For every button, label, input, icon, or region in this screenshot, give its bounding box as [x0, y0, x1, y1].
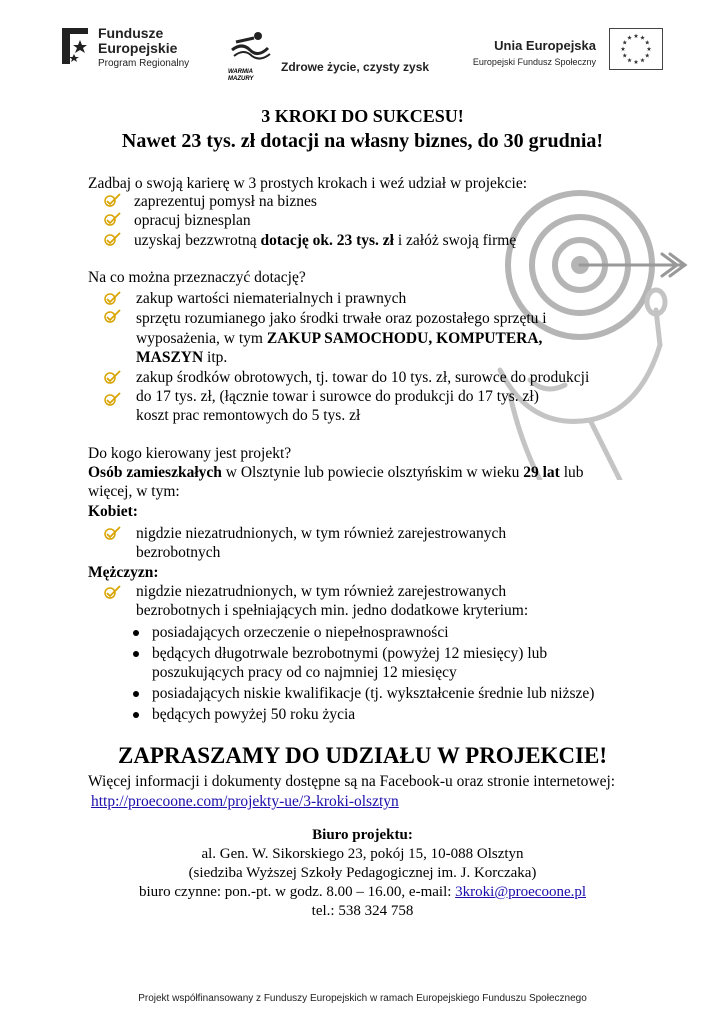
warmia-mazury-logo — [228, 28, 273, 82]
fe-logo-line1: Fundusze — [98, 25, 164, 41]
swimmer-icon — [228, 28, 273, 64]
step-3 — [134, 231, 516, 250]
target-question: Do kogo kierowany jest projekt? — [88, 445, 292, 462]
check-icon — [104, 370, 122, 384]
office-hours-text: biuro czynne: pon.-pt. w godz. 8.00 – 16.00, e-mail: — [138, 884, 456, 900]
office-seat: (siedziba Wyższej Szkoły Pedagogicznej im. J. Korczaka) — [188, 865, 537, 881]
stars-icon — [60, 26, 94, 66]
invite-heading: ZAPRASZAMY DO UDZIAŁU W PROJEKCIE! — [117, 743, 607, 768]
use-item-2-l2-bold: ZAKUP SAMOCHODU, KOMPUTERA, — [266, 330, 543, 347]
step-3-pre: uzyskaj bezzwrotną — [134, 232, 261, 249]
step-3-post: i załóż swoją firmę — [393, 232, 517, 249]
bullet-dot — [133, 630, 139, 636]
target-l1-bold2: 29 lat — [523, 464, 560, 481]
target-l1-post: lub — [559, 464, 584, 481]
check-icon — [104, 526, 122, 540]
check-icon — [104, 232, 122, 246]
fe-logo-line3: Program Regionalny — [98, 58, 190, 69]
step-1: zaprezentuj pomysł na biznes — [134, 193, 317, 210]
step-2: opracuj biznesplan — [134, 212, 251, 229]
target-line-1 — [88, 463, 584, 482]
office-address: al. Gen. W. Sikorskiego 23, pokój 15, 10-088 Olsztyn — [201, 846, 524, 862]
eu-logo-text — [460, 38, 596, 67]
slogan: Zdrowe życie, czysty zysk — [281, 60, 430, 74]
use-item-2-l3 — [136, 348, 227, 367]
use-item-2-l3-post: itp. — [203, 349, 228, 366]
women-label: Kobiet: — [88, 503, 138, 520]
criterion-2-cont: poszukujących pracy od co najmniej 12 miesięcy — [152, 664, 457, 681]
men-l2: bezrobotnych i spełniających min. jedno dodatkowe kryterium: — [136, 602, 529, 619]
eu-title: Unia Europejska — [494, 38, 596, 53]
women-l2: bezrobotnych — [136, 544, 221, 561]
fe-logo-line2: Europejskie — [98, 40, 178, 56]
target-l1-bold: Osób zamieszkałych — [88, 464, 222, 481]
eu-flag-icon — [609, 28, 663, 70]
women-l1: nigdzie niezatrudnionych, w tym również zarejestrowanych — [136, 525, 507, 542]
office-email-link[interactable]: 3kroki@proecoone.pl — [455, 884, 587, 900]
intro-text: Zadbaj o swoją karierę w 3 prostych krokach i weź udział w projekcie: — [88, 175, 528, 192]
check-icon — [104, 309, 122, 323]
bullet-dot — [133, 651, 139, 657]
title-line1: 3 KROKI DO SUKCESU! — [261, 106, 464, 126]
target-l1-mid: w Olsztynie lub powiecie olsztyńskim w wieku — [221, 464, 524, 481]
office-hours — [0, 883, 725, 902]
criterion-1: posiadających orzeczenie o niepełnosprawności — [152, 624, 449, 641]
check-icon — [104, 585, 122, 599]
men-label: Mężczyzn: — [88, 564, 159, 581]
use-item-1: zakup wartości niematerialnych i prawnych — [136, 290, 407, 307]
use-item-2-l3-bold: MASZYN — [136, 349, 204, 366]
check-icon — [104, 291, 122, 305]
criterion-4: będących powyżej 50 roku życia — [152, 706, 356, 723]
target-line-2: więcej, w tym: — [88, 483, 180, 500]
office-phone: tel.: 538 324 758 — [311, 903, 414, 919]
office-title: Biuro projektu: — [312, 827, 413, 843]
fe-logo — [60, 22, 220, 77]
eu-subtitle: Europejski Fundusz Społeczny — [472, 57, 596, 67]
uses-question: Na co można przeznaczyć dotację? — [88, 269, 306, 286]
office-block — [0, 826, 725, 921]
footer-note: Projekt współfinansowany z Funduszy Europejskich w ramach Europejskiego Funduszu Społecznego — [138, 993, 587, 1004]
bullet-dot — [133, 712, 139, 718]
check-icon — [104, 392, 122, 406]
use-item-3-l1: zakup środków obrotowych, tj. towar do 10 tys. zł, surowce do produkcji — [136, 369, 590, 386]
use-item-4: koszt prac remontowych do 5 tys. zł — [136, 407, 361, 424]
invite-info: Więcej informacji i dokumenty dostępne są na Facebook-u oraz stronie internetowej: — [88, 773, 616, 790]
criterion-2: będących długotrwale bezrobotnymi (powyżej 12 miesięcy) lub — [152, 645, 548, 662]
check-icon — [104, 212, 122, 226]
warmia-mazury-text: WARMIA MAZURY — [228, 69, 254, 82]
use-item-2-l2 — [136, 329, 542, 348]
men-l1: nigdzie niezatrudnionych, w tym również zarejestrowanych — [136, 583, 507, 600]
title-line2: Nawet 23 tys. zł dotacji na własny biznes, do 30 grudnia! — [121, 130, 604, 152]
use-item-3-l2: do 17 tys. zł, (łącznie towar i surowce do produkcji do 17 tys. zł) — [136, 388, 539, 405]
criterion-3: posiadających niskie kwalifikacje (tj. wykształcenie średnie lub niższe) — [152, 685, 595, 702]
bullet-dot — [133, 691, 139, 697]
project-url-link[interactable]: http://proecoone.com/projekty-ue/3-kroki-olsztyn — [91, 793, 399, 810]
check-icon — [104, 193, 122, 207]
use-item-2-l2-pre: wyposażenia, w tym — [136, 330, 267, 347]
use-item-2-l1: sprzętu rozumianego jako środki trwałe oraz pozostałego sprzętu i — [136, 310, 547, 327]
step-3-bold: dotację ok. 23 tys. zł — [260, 232, 394, 249]
